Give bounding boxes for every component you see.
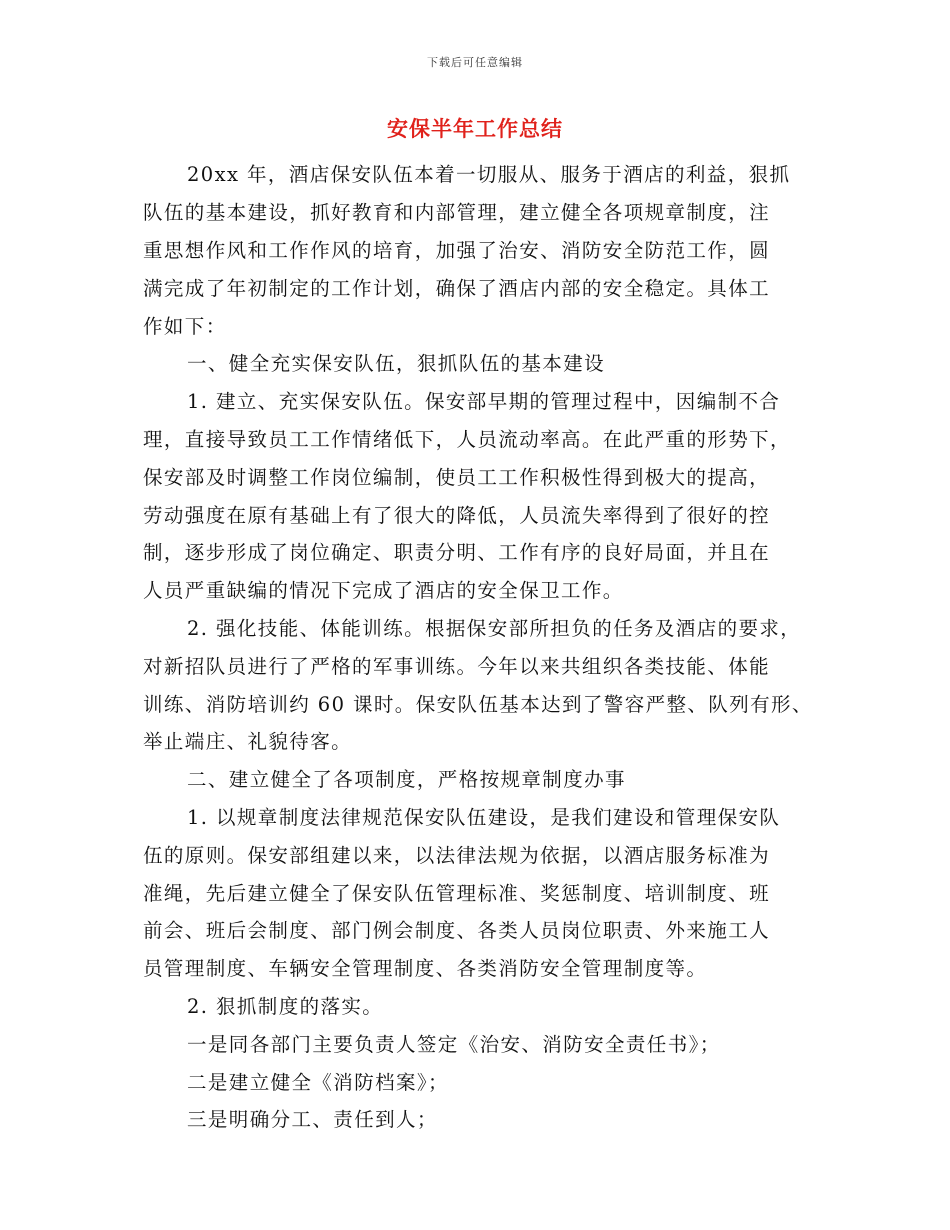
body-line: 一是同各部门主要负责人签定《治安、消防安全责任书》； <box>187 1033 721 1056</box>
body-line: 1. 建立、充实保安队伍。保安部早期的管理过程中，因编制不合 <box>187 390 781 413</box>
body-line: 保安部及时调整工作岗位编制，使员工工作积极性得到极大的提高， <box>143 466 771 489</box>
body-line: 训练、消防培训约 60 课时。保安队伍基本达到了警容严整、队列有形、 <box>143 693 813 716</box>
body-line: 1. 以规章制度法律规范保安队伍建设，是我们建设和管理保安队 <box>187 806 781 829</box>
body-line: 2. 强化技能、体能训练。根据保安部所担负的任务及酒店的要求， <box>187 617 802 640</box>
body-line: 人员严重缺编的情况下完成了酒店的安全保卫工作。 <box>143 579 624 602</box>
body-line: 重思想作风和工作作风的培育，加强了治安、消防安全防范工作，圆 <box>143 239 771 262</box>
body-line: 队伍的基本建设，抓好教育和内部管理，建立健全各项规章制度，注 <box>143 201 771 224</box>
body-line: 前会、班后会制度、部门例会制度、各类人员岗位职责、外来施工人 <box>143 919 771 942</box>
section-heading: 一、健全充实保安队伍，狠抓队伍的基本建设 <box>187 352 606 375</box>
body-line: 准绳，先后建立健全了保安队伍管理标准、奖惩制度、培训制度、班 <box>143 882 771 905</box>
body-line: 三是明确分工、责任到人； <box>187 1108 438 1131</box>
body-line: 20xx 年，酒店保安队伍本着一切服从、服务于酒店的利益，狠抓 <box>187 163 791 186</box>
body-line: 二是建立健全《消防档案》； <box>187 1071 449 1094</box>
body-line: 满完成了年初制定的工作计划，确保了酒店内部的安全稳定。具体工 <box>143 277 771 300</box>
body-line: 作如下： <box>143 315 227 338</box>
header-note: 下载后可任意编辑 <box>427 56 523 69</box>
document-title: 安保半年工作总结 <box>387 116 563 141</box>
body-line: 员管理制度、车辆安全管理制度、各类消防安全管理制度等。 <box>143 957 708 980</box>
body-line: 伍的原则。保安部组建以来，以法律法规为依据，以酒店服务标准为 <box>143 844 771 867</box>
body-line: 劳动强度在原有基础上有了很大的降低，人员流失率得到了很好的控 <box>143 504 771 527</box>
body-line: 2. 狠抓制度的落实。 <box>187 995 384 1018</box>
body-line: 制，逐步形成了岗位确定、职责分明、工作有序的良好局面，并且在 <box>143 541 771 564</box>
section-heading: 二、建立健全了各项制度，严格按规章制度办事 <box>187 768 626 791</box>
body-line: 理，直接导致员工工作情绪低下，人员流动率高。在此严重的形势下， <box>143 428 791 451</box>
body-line: 对新招队员进行了严格的军事训练。今年以来共组织各类技能、体能 <box>143 655 771 678</box>
body-line: 举止端庄、礼貌待客。 <box>143 730 353 753</box>
